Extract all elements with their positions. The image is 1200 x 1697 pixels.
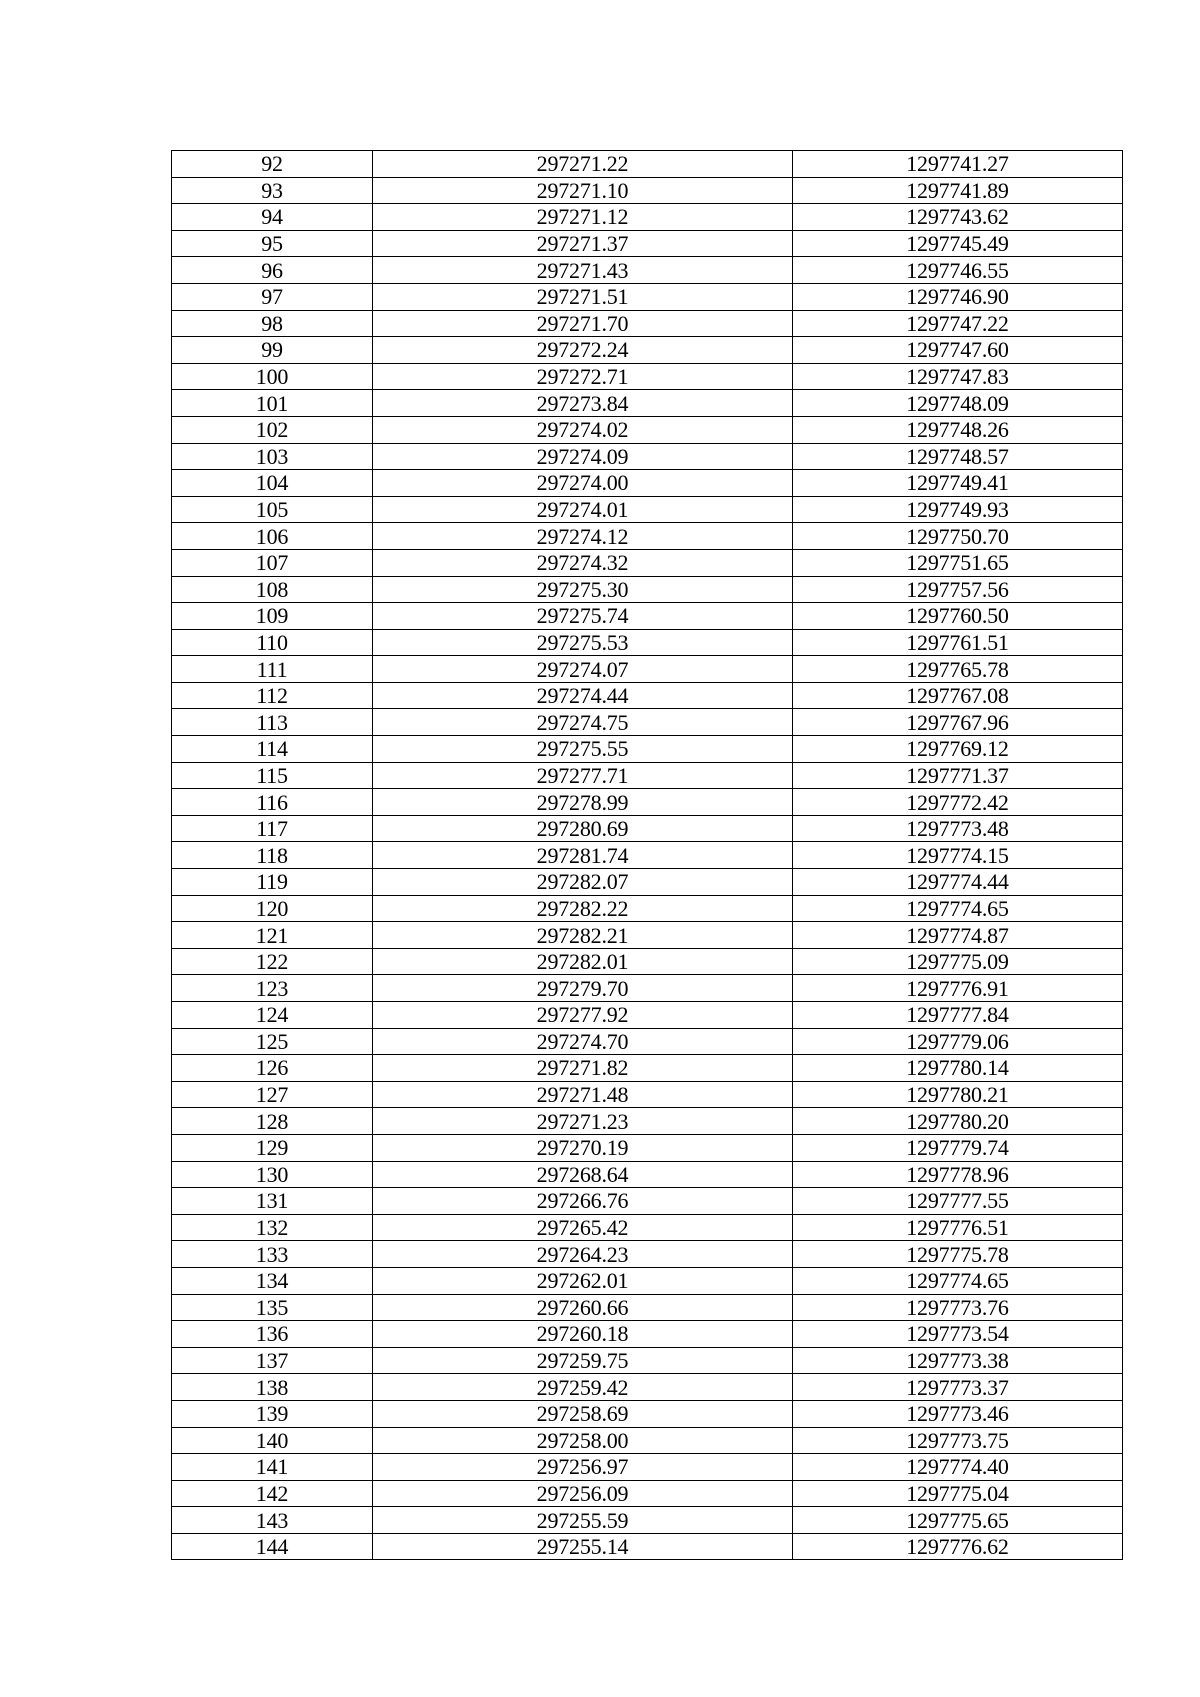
- table-row: [172, 603, 1123, 630]
- y-coordinate-cell: 1297747.60: [793, 337, 1123, 364]
- point-number-cell: 111: [172, 656, 373, 683]
- point-number-cell: 109: [172, 603, 373, 630]
- y-coordinate-cell: 1297747.22: [793, 310, 1123, 337]
- table-row: [172, 869, 1123, 896]
- table-row: [172, 736, 1123, 763]
- point-number-cell: 132: [172, 1214, 373, 1241]
- point-number-cell: 143: [172, 1507, 373, 1534]
- y-coordinate-cell: 1297780.14: [793, 1055, 1123, 1082]
- table-row: [172, 895, 1123, 922]
- table-row: [172, 1347, 1123, 1374]
- y-coordinate-cell: 1297779.74: [793, 1134, 1123, 1161]
- x-coordinate-cell: 297265.42: [373, 1214, 793, 1241]
- point-number-cell: 113: [172, 709, 373, 736]
- table-row: [172, 789, 1123, 816]
- point-number-cell: 125: [172, 1028, 373, 1055]
- x-coordinate-cell: 297282.07: [373, 869, 793, 896]
- point-number-cell: 98: [172, 310, 373, 337]
- x-coordinate-cell: 297271.22: [373, 151, 793, 178]
- x-coordinate-cell: 297266.76: [373, 1188, 793, 1215]
- point-number-cell: 104: [172, 470, 373, 497]
- point-number-cell: 142: [172, 1480, 373, 1507]
- x-coordinate-cell: 297259.75: [373, 1347, 793, 1374]
- x-coordinate-cell: 297278.99: [373, 789, 793, 816]
- x-coordinate-cell: 297274.09: [373, 443, 793, 470]
- y-coordinate-cell: 1297773.54: [793, 1321, 1123, 1348]
- x-coordinate-cell: 297280.69: [373, 815, 793, 842]
- point-number-cell: 102: [172, 416, 373, 443]
- x-coordinate-cell: 297255.59: [373, 1507, 793, 1534]
- point-number-cell: 144: [172, 1533, 373, 1560]
- point-number-cell: 122: [172, 948, 373, 975]
- table-row: [172, 815, 1123, 842]
- y-coordinate-cell: 1297773.48: [793, 815, 1123, 842]
- table-row: [172, 363, 1123, 390]
- x-coordinate-cell: 297258.00: [373, 1427, 793, 1454]
- y-coordinate-cell: 1297745.49: [793, 230, 1123, 257]
- table-row: [172, 1480, 1123, 1507]
- y-coordinate-cell: 1297760.50: [793, 603, 1123, 630]
- table-row: [172, 416, 1123, 443]
- table-row: [172, 1081, 1123, 1108]
- x-coordinate-cell: 297264.23: [373, 1241, 793, 1268]
- table-row: [172, 1214, 1123, 1241]
- point-number-cell: 141: [172, 1454, 373, 1481]
- x-coordinate-cell: 297274.75: [373, 709, 793, 736]
- point-number-cell: 99: [172, 337, 373, 364]
- x-coordinate-cell: 297258.69: [373, 1400, 793, 1427]
- x-coordinate-cell: 297271.23: [373, 1108, 793, 1135]
- point-number-cell: 110: [172, 629, 373, 656]
- point-number-cell: 101: [172, 390, 373, 417]
- point-number-cell: 135: [172, 1294, 373, 1321]
- y-coordinate-cell: 1297780.21: [793, 1081, 1123, 1108]
- point-number-cell: 105: [172, 496, 373, 523]
- y-coordinate-cell: 1297774.87: [793, 922, 1123, 949]
- table-row: [172, 948, 1123, 975]
- table-row: [172, 1055, 1123, 1082]
- table-row: [172, 1161, 1123, 1188]
- x-coordinate-cell: 297272.71: [373, 363, 793, 390]
- y-coordinate-cell: 1297746.55: [793, 257, 1123, 284]
- y-coordinate-cell: 1297776.62: [793, 1533, 1123, 1560]
- table-row: [172, 204, 1123, 231]
- x-coordinate-cell: 297275.74: [373, 603, 793, 630]
- x-coordinate-cell: 297282.21: [373, 922, 793, 949]
- y-coordinate-cell: 1297773.46: [793, 1400, 1123, 1427]
- x-coordinate-cell: 297281.74: [373, 842, 793, 869]
- x-coordinate-cell: 297271.51: [373, 283, 793, 310]
- point-number-cell: 128: [172, 1108, 373, 1135]
- x-coordinate-cell: 297275.30: [373, 576, 793, 603]
- point-number-cell: 123: [172, 975, 373, 1002]
- table-row: [172, 762, 1123, 789]
- x-coordinate-cell: 297274.01: [373, 496, 793, 523]
- x-coordinate-cell: 297271.82: [373, 1055, 793, 1082]
- table-row: [172, 629, 1123, 656]
- y-coordinate-cell: 1297775.78: [793, 1241, 1123, 1268]
- x-coordinate-cell: 297271.12: [373, 204, 793, 231]
- x-coordinate-cell: 297273.84: [373, 390, 793, 417]
- x-coordinate-cell: 297256.97: [373, 1454, 793, 1481]
- y-coordinate-cell: 1297778.96: [793, 1161, 1123, 1188]
- x-coordinate-cell: 297274.44: [373, 682, 793, 709]
- point-number-cell: 117: [172, 815, 373, 842]
- table-row: [172, 842, 1123, 869]
- table-row: [172, 470, 1123, 497]
- table-row: [172, 549, 1123, 576]
- table-row: [172, 496, 1123, 523]
- y-coordinate-cell: 1297774.65: [793, 1267, 1123, 1294]
- y-coordinate-cell: 1297773.37: [793, 1374, 1123, 1401]
- y-coordinate-cell: 1297748.26: [793, 416, 1123, 443]
- y-coordinate-cell: 1297747.83: [793, 363, 1123, 390]
- table-row: [172, 1321, 1123, 1348]
- point-number-cell: 97: [172, 283, 373, 310]
- point-number-cell: 112: [172, 682, 373, 709]
- point-number-cell: 96: [172, 257, 373, 284]
- point-number-cell: 124: [172, 1002, 373, 1029]
- y-coordinate-cell: 1297776.51: [793, 1214, 1123, 1241]
- coordinate-table-body: [172, 151, 1123, 1560]
- x-coordinate-cell: 297277.92: [373, 1002, 793, 1029]
- point-number-cell: 103: [172, 443, 373, 470]
- table-row: [172, 1374, 1123, 1401]
- table-row: [172, 922, 1123, 949]
- table-row: [172, 283, 1123, 310]
- x-coordinate-cell: 297259.42: [373, 1374, 793, 1401]
- y-coordinate-cell: 1297761.51: [793, 629, 1123, 656]
- table-row: [172, 709, 1123, 736]
- y-coordinate-cell: 1297775.04: [793, 1480, 1123, 1507]
- y-coordinate-cell: 1297774.65: [793, 895, 1123, 922]
- point-number-cell: 100: [172, 363, 373, 390]
- table-row: [172, 975, 1123, 1002]
- x-coordinate-cell: 297275.53: [373, 629, 793, 656]
- point-number-cell: 106: [172, 523, 373, 550]
- point-number-cell: 137: [172, 1347, 373, 1374]
- y-coordinate-cell: 1297777.84: [793, 1002, 1123, 1029]
- point-number-cell: 129: [172, 1134, 373, 1161]
- table-row: [172, 337, 1123, 364]
- x-coordinate-cell: 297260.18: [373, 1321, 793, 1348]
- table-row: [172, 1454, 1123, 1481]
- point-number-cell: 119: [172, 869, 373, 896]
- x-coordinate-cell: 297274.00: [373, 470, 793, 497]
- y-coordinate-cell: 1297774.15: [793, 842, 1123, 869]
- x-coordinate-cell: 297255.14: [373, 1533, 793, 1560]
- x-coordinate-cell: 297271.48: [373, 1081, 793, 1108]
- table-row: [172, 1002, 1123, 1029]
- point-number-cell: 133: [172, 1241, 373, 1268]
- point-number-cell: 95: [172, 230, 373, 257]
- point-number-cell: 93: [172, 177, 373, 204]
- x-coordinate-cell: 297275.55: [373, 736, 793, 763]
- table-row: [172, 310, 1123, 337]
- x-coordinate-cell: 297271.70: [373, 310, 793, 337]
- y-coordinate-cell: 1297773.75: [793, 1427, 1123, 1454]
- y-coordinate-cell: 1297748.09: [793, 390, 1123, 417]
- y-coordinate-cell: 1297771.37: [793, 762, 1123, 789]
- y-coordinate-cell: 1297776.91: [793, 975, 1123, 1002]
- table-row: [172, 230, 1123, 257]
- point-number-cell: 92: [172, 151, 373, 178]
- point-number-cell: 115: [172, 762, 373, 789]
- point-number-cell: 127: [172, 1081, 373, 1108]
- point-number-cell: 114: [172, 736, 373, 763]
- x-coordinate-cell: 297282.22: [373, 895, 793, 922]
- point-number-cell: 108: [172, 576, 373, 603]
- table-row: [172, 523, 1123, 550]
- y-coordinate-cell: 1297743.62: [793, 204, 1123, 231]
- table-row: [172, 257, 1123, 284]
- table-row: [172, 1134, 1123, 1161]
- point-number-cell: 134: [172, 1267, 373, 1294]
- x-coordinate-cell: 297271.37: [373, 230, 793, 257]
- table-row: [172, 1533, 1123, 1560]
- table-row: [172, 151, 1123, 178]
- y-coordinate-cell: 1297777.55: [793, 1188, 1123, 1215]
- table-row: [172, 656, 1123, 683]
- x-coordinate-cell: 297279.70: [373, 975, 793, 1002]
- point-number-cell: 94: [172, 204, 373, 231]
- x-coordinate-cell: 297274.32: [373, 549, 793, 576]
- x-coordinate-cell: 297272.24: [373, 337, 793, 364]
- point-number-cell: 140: [172, 1427, 373, 1454]
- point-number-cell: 136: [172, 1321, 373, 1348]
- y-coordinate-cell: 1297750.70: [793, 523, 1123, 550]
- table-row: [172, 1400, 1123, 1427]
- table-row: [172, 576, 1123, 603]
- table-row: [172, 177, 1123, 204]
- y-coordinate-cell: 1297757.56: [793, 576, 1123, 603]
- x-coordinate-cell: 297260.66: [373, 1294, 793, 1321]
- point-number-cell: 116: [172, 789, 373, 816]
- y-coordinate-cell: 1297749.93: [793, 496, 1123, 523]
- x-coordinate-cell: 297282.01: [373, 948, 793, 975]
- table-row: [172, 1267, 1123, 1294]
- table-row: [172, 682, 1123, 709]
- table-row: [172, 1241, 1123, 1268]
- table-row: [172, 390, 1123, 417]
- x-coordinate-cell: 297274.07: [373, 656, 793, 683]
- y-coordinate-cell: 1297780.20: [793, 1108, 1123, 1135]
- point-number-cell: 121: [172, 922, 373, 949]
- y-coordinate-cell: 1297767.08: [793, 682, 1123, 709]
- table-row: [172, 1294, 1123, 1321]
- table-row: [172, 1507, 1123, 1534]
- y-coordinate-cell: 1297741.89: [793, 177, 1123, 204]
- y-coordinate-cell: 1297751.65: [793, 549, 1123, 576]
- y-coordinate-cell: 1297772.42: [793, 789, 1123, 816]
- x-coordinate-cell: 297256.09: [373, 1480, 793, 1507]
- x-coordinate-cell: 297262.01: [373, 1267, 793, 1294]
- y-coordinate-cell: 1297749.41: [793, 470, 1123, 497]
- y-coordinate-cell: 1297779.06: [793, 1028, 1123, 1055]
- y-coordinate-cell: 1297746.90: [793, 283, 1123, 310]
- y-coordinate-cell: 1297775.09: [793, 948, 1123, 975]
- table-row: [172, 1028, 1123, 1055]
- point-number-cell: 118: [172, 842, 373, 869]
- y-coordinate-cell: 1297773.76: [793, 1294, 1123, 1321]
- point-number-cell: 130: [172, 1161, 373, 1188]
- table-row: [172, 443, 1123, 470]
- coordinate-table: [171, 150, 1123, 1560]
- x-coordinate-cell: 297274.70: [373, 1028, 793, 1055]
- point-number-cell: 126: [172, 1055, 373, 1082]
- y-coordinate-cell: 1297774.44: [793, 869, 1123, 896]
- x-coordinate-cell: 297270.19: [373, 1134, 793, 1161]
- point-number-cell: 131: [172, 1188, 373, 1215]
- y-coordinate-cell: 1297741.27: [793, 151, 1123, 178]
- table-row: [172, 1188, 1123, 1215]
- x-coordinate-cell: 297274.02: [373, 416, 793, 443]
- table-row: [172, 1427, 1123, 1454]
- y-coordinate-cell: 1297775.65: [793, 1507, 1123, 1534]
- y-coordinate-cell: 1297748.57: [793, 443, 1123, 470]
- table-row: [172, 1108, 1123, 1135]
- point-number-cell: 107: [172, 549, 373, 576]
- y-coordinate-cell: 1297773.38: [793, 1347, 1123, 1374]
- y-coordinate-cell: 1297774.40: [793, 1454, 1123, 1481]
- x-coordinate-cell: 297268.64: [373, 1161, 793, 1188]
- x-coordinate-cell: 297277.71: [373, 762, 793, 789]
- point-number-cell: 120: [172, 895, 373, 922]
- y-coordinate-cell: 1297769.12: [793, 736, 1123, 763]
- x-coordinate-cell: 297271.10: [373, 177, 793, 204]
- point-number-cell: 138: [172, 1374, 373, 1401]
- x-coordinate-cell: 297274.12: [373, 523, 793, 550]
- x-coordinate-cell: 297271.43: [373, 257, 793, 284]
- y-coordinate-cell: 1297765.78: [793, 656, 1123, 683]
- point-number-cell: 139: [172, 1400, 373, 1427]
- y-coordinate-cell: 1297767.96: [793, 709, 1123, 736]
